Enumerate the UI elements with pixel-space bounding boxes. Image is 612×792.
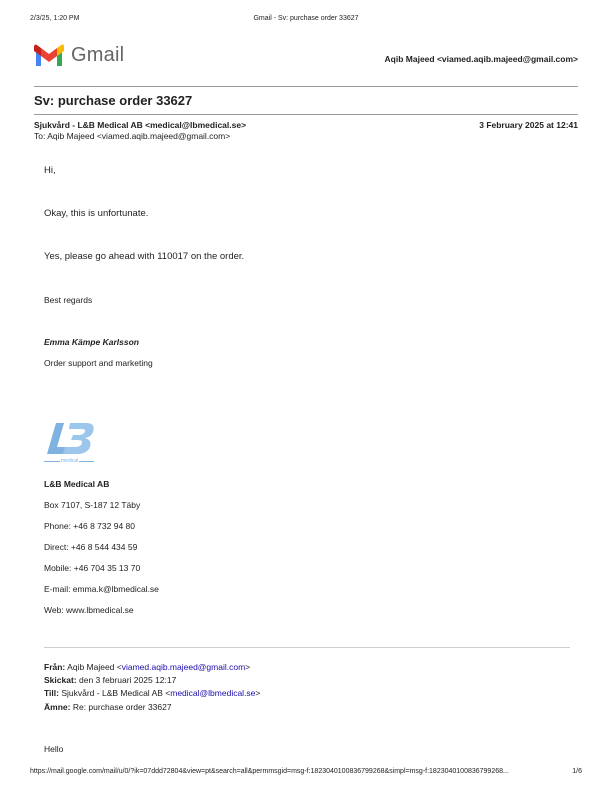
- quoted-subject: [44, 702, 172, 712]
- quoted-from: [44, 662, 250, 672]
- email-line-1: Okay, this is unfortunate.: [44, 208, 149, 219]
- signature-web: Web: www.lbmedical.se: [44, 605, 134, 615]
- email-subject: Sv: purchase order 33627: [34, 93, 193, 108]
- print-title: Gmail - Sv: purchase order 33627: [253, 15, 359, 22]
- gmail-logo-text: Gmail: [71, 44, 125, 66]
- account-email: Aqib Majeed <viamed.aqib.majeed@gmail.com>: [384, 54, 578, 64]
- signature-email: E-mail: emma.k@lbmedical.se: [44, 584, 159, 594]
- gmail-logo[interactable]: [34, 44, 124, 67]
- quoted-from-label: Från:: [44, 662, 66, 672]
- quoted-sent-label: Skickat:: [44, 675, 77, 685]
- quote-divider: [44, 647, 570, 648]
- signature-direct: Direct: +46 8 544 434 59: [44, 542, 138, 552]
- signature-role: Order support and marketing: [44, 358, 153, 368]
- quoted-subject-value: Re: purchase order 33627: [72, 702, 172, 712]
- quoted-to-name: Sjukvård - L&B Medical AB <: [61, 688, 171, 698]
- print-datetime: 2/3/25, 1:20 PM: [30, 15, 80, 22]
- quoted-to-email-link[interactable]: medical@lbmedical.se: [170, 688, 256, 698]
- quoted-to-end: >: [255, 688, 261, 698]
- quoted-from-end: >: [245, 662, 251, 672]
- email-line-2: Yes, please go ahead with 110017 on the order.: [44, 251, 245, 262]
- email-regards: Best regards: [44, 295, 93, 305]
- gmail-m-icon: [34, 44, 64, 67]
- print-page-number: 1/6: [572, 768, 582, 775]
- quoted-hello: Hello: [44, 744, 64, 754]
- email-recipient: To: Aqib Majeed <viamed.aqib.majeed@gmail.com>: [34, 131, 231, 141]
- quoted-to: [44, 688, 260, 698]
- signature-phone: Phone: +46 8 732 94 80: [44, 521, 135, 531]
- quoted-sent-value: den 3 februari 2025 12:17: [78, 675, 177, 685]
- signature-company: L&B Medical AB: [44, 479, 110, 489]
- signature-address: Box 7107, S-187 12 Täby: [44, 500, 141, 510]
- email-greeting: Hi,: [44, 165, 56, 176]
- quoted-subject-label: Ämne:: [44, 702, 71, 712]
- header-divider: [34, 86, 578, 87]
- email-date: 3 February 2025 at 12:41: [479, 120, 578, 130]
- lb-medical-logo: [44, 420, 96, 473]
- subject-divider: [34, 114, 578, 115]
- quoted-from-email-link[interactable]: viamed.aqib.majeed@gmail.com: [121, 662, 246, 672]
- quoted-sent: [44, 675, 176, 685]
- email-sender: Sjukvård - L&B Medical AB <medical@lbmedical.se>: [34, 120, 247, 130]
- lb-medical-logo-subtext: medical: [61, 458, 79, 464]
- signature-mobile: Mobile: +46 704 35 13 70: [44, 563, 141, 573]
- quoted-from-name: Aqib Majeed <: [67, 662, 122, 672]
- print-footer-url: https://mail.google.com/mail/u/0/?ik=07ddd72804&view=pt&search=all&permmsgid=msg-f:1823040100836799268&simpl=msg-f:1823040100836799268...: [30, 768, 509, 775]
- quoted-to-label: Till:: [44, 688, 59, 698]
- signature-name: Emma Kämpe Karlsson: [44, 337, 139, 347]
